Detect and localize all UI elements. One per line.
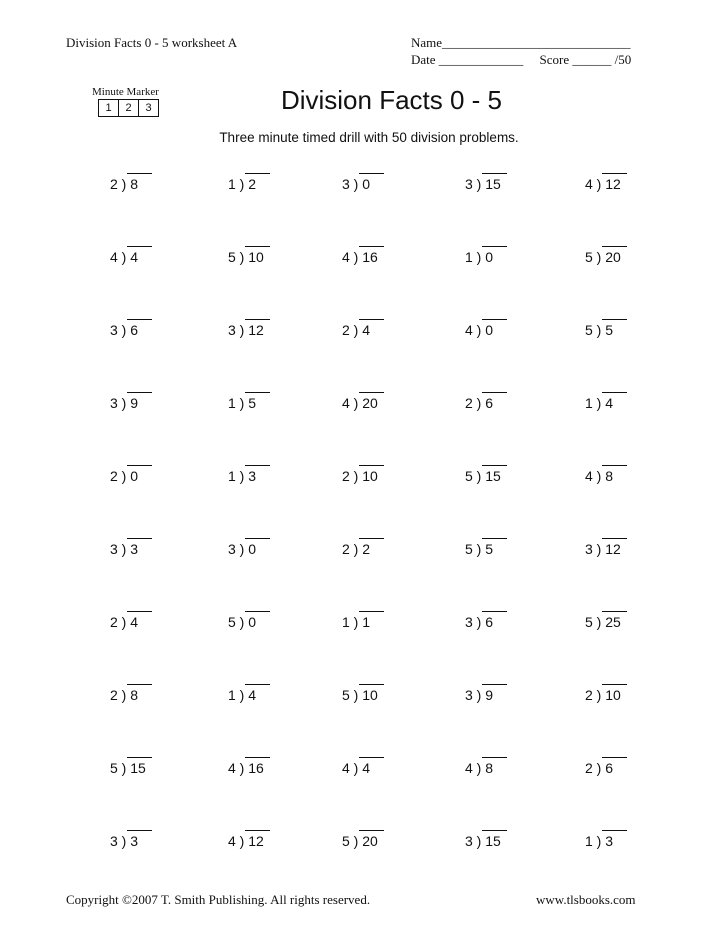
problem-text: 3 ) 12 xyxy=(228,322,264,338)
problem-text: 4 ) 8 xyxy=(585,468,614,484)
problem-text: 3 ) 0 xyxy=(342,176,371,192)
division-bar xyxy=(127,319,152,320)
page-title: Division Facts 0 - 5 xyxy=(280,85,503,115)
problem-text: 4 ) 16 xyxy=(228,760,264,776)
division-bar xyxy=(245,757,270,758)
problem-text: 1 ) 3 xyxy=(585,833,614,849)
problem-text: 2 ) 8 xyxy=(110,687,139,703)
minute-box-1: 1 xyxy=(99,100,119,116)
division-bar xyxy=(245,319,270,320)
division-bar xyxy=(359,319,384,320)
division-problem xyxy=(465,395,493,411)
division-problem xyxy=(342,687,378,703)
division-problem xyxy=(342,322,370,338)
division-bar xyxy=(482,757,507,758)
division-problem xyxy=(465,687,493,703)
division-problem xyxy=(110,322,138,338)
copyright-text: Copyright ©2007 T. Smith Publishing. All rights reserved. xyxy=(66,892,371,907)
division-bar xyxy=(127,830,152,831)
problem-text: 3 ) 12 xyxy=(585,541,621,557)
division-bar xyxy=(602,830,627,831)
division-problem xyxy=(465,249,493,265)
division-problem xyxy=(228,468,256,484)
division-bar xyxy=(127,465,152,466)
problem-text: 2 ) 4 xyxy=(110,614,139,630)
problem-text: 1 ) 5 xyxy=(228,395,257,411)
problem-text: 5 ) 20 xyxy=(585,249,621,265)
problem-text: 2 ) 10 xyxy=(585,687,621,703)
division-problem xyxy=(228,833,264,849)
division-problem xyxy=(228,249,264,265)
division-problem xyxy=(585,468,613,484)
problem-text: 5 ) 15 xyxy=(465,468,501,484)
problem-text: 1 ) 4 xyxy=(228,687,257,703)
problem-text: 3 ) 9 xyxy=(465,687,494,703)
problem-text: 5 ) 10 xyxy=(228,249,264,265)
problem-text: 4 ) 12 xyxy=(228,833,264,849)
problem-text: 2 ) 4 xyxy=(342,322,371,338)
division-problem xyxy=(228,176,256,192)
division-bar xyxy=(482,246,507,247)
division-bar xyxy=(127,611,152,612)
division-bar xyxy=(245,684,270,685)
division-bar xyxy=(359,757,384,758)
problem-text: 3 ) 15 xyxy=(465,833,501,849)
problem-text: 5 ) 0 xyxy=(228,614,257,630)
problem-text: 3 ) 3 xyxy=(110,833,139,849)
problem-text: 2 ) 6 xyxy=(585,760,614,776)
problem-text: 1 ) 0 xyxy=(465,249,494,265)
problem-text: 2 ) 0 xyxy=(110,468,139,484)
problem-text: 5 ) 25 xyxy=(585,614,621,630)
division-problem xyxy=(585,833,613,849)
problem-text: 4 ) 0 xyxy=(465,322,494,338)
division-bar xyxy=(602,392,627,393)
website-text: www.tlsbooks.com xyxy=(536,892,636,907)
division-problem xyxy=(110,687,138,703)
problem-text: 1 ) 1 xyxy=(342,614,371,630)
division-problem xyxy=(228,395,256,411)
division-problem xyxy=(585,687,621,703)
division-problem xyxy=(465,833,501,849)
division-bar xyxy=(127,684,152,685)
division-problem xyxy=(228,322,264,338)
division-problem xyxy=(110,760,146,776)
name-field-line: Name_____________________________ xyxy=(411,35,631,50)
division-bar xyxy=(602,757,627,758)
division-problem xyxy=(342,468,378,484)
division-bar xyxy=(245,246,270,247)
problem-text: 1 ) 2 xyxy=(228,176,257,192)
division-problem xyxy=(228,760,264,776)
problem-text: 5 ) 15 xyxy=(110,760,146,776)
problem-text: 3 ) 15 xyxy=(465,176,501,192)
division-bar xyxy=(245,830,270,831)
division-problem xyxy=(585,614,621,630)
division-bar xyxy=(127,538,152,539)
division-bar xyxy=(602,611,627,612)
problem-text: 5 ) 20 xyxy=(342,833,378,849)
page-title-wrap xyxy=(0,85,728,116)
problem-text: 1 ) 4 xyxy=(585,395,614,411)
division-problem xyxy=(465,614,493,630)
division-problem xyxy=(342,395,378,411)
subtitle: Three minute timed drill with 50 division problems. xyxy=(219,130,519,145)
division-bar xyxy=(245,465,270,466)
division-bar xyxy=(482,611,507,612)
problem-text: 2 ) 8 xyxy=(110,176,139,192)
division-problem xyxy=(585,541,621,557)
problem-text: 4 ) 16 xyxy=(342,249,378,265)
division-problem xyxy=(342,249,378,265)
problem-grid xyxy=(60,160,680,860)
division-problem xyxy=(342,833,378,849)
minute-box-2: 2 xyxy=(119,100,139,116)
problem-text: 2 ) 2 xyxy=(342,541,371,557)
division-problem xyxy=(342,760,370,776)
division-problem xyxy=(585,395,613,411)
division-bar xyxy=(127,392,152,393)
division-bar xyxy=(359,611,384,612)
division-bar xyxy=(602,684,627,685)
division-problem xyxy=(228,687,256,703)
division-bar xyxy=(245,173,270,174)
division-bar xyxy=(602,319,627,320)
problem-text: 2 ) 6 xyxy=(465,395,494,411)
division-bar xyxy=(482,392,507,393)
division-bar xyxy=(359,684,384,685)
division-bar xyxy=(482,830,507,831)
division-bar xyxy=(359,392,384,393)
division-problem xyxy=(465,176,501,192)
problem-text: 2 ) 10 xyxy=(342,468,378,484)
division-bar xyxy=(359,538,384,539)
division-problem xyxy=(110,395,138,411)
problem-text: 3 ) 6 xyxy=(110,322,139,338)
problem-text: 5 ) 10 xyxy=(342,687,378,703)
division-bar xyxy=(359,830,384,831)
date-score-line: Date _____________ Score ______ /50 xyxy=(411,52,632,67)
problem-text: 3 ) 0 xyxy=(228,541,257,557)
division-bar xyxy=(359,465,384,466)
division-problem xyxy=(465,541,493,557)
problem-text: 3 ) 3 xyxy=(110,541,139,557)
division-problem xyxy=(342,176,370,192)
division-bar xyxy=(245,538,270,539)
division-bar xyxy=(482,465,507,466)
division-problem xyxy=(228,541,256,557)
division-problem xyxy=(585,760,613,776)
problem-text: 5 ) 5 xyxy=(585,322,614,338)
division-problem xyxy=(110,468,138,484)
division-bar xyxy=(127,173,152,174)
division-bar xyxy=(602,465,627,466)
division-problem xyxy=(585,322,613,338)
problem-text: 4 ) 20 xyxy=(342,395,378,411)
division-problem xyxy=(110,541,138,557)
division-bar xyxy=(359,173,384,174)
division-problem xyxy=(228,614,256,630)
division-problem xyxy=(465,760,493,776)
division-problem xyxy=(342,614,370,630)
division-problem xyxy=(585,249,621,265)
problem-text: 5 ) 5 xyxy=(465,541,494,557)
division-bar xyxy=(127,246,152,247)
division-problem xyxy=(110,249,138,265)
division-problem xyxy=(110,176,138,192)
division-bar xyxy=(359,246,384,247)
problem-text: 3 ) 9 xyxy=(110,395,139,411)
division-problem xyxy=(465,322,493,338)
worksheet-title: Division Facts 0 - 5 worksheet A xyxy=(66,35,238,50)
division-problem xyxy=(465,468,501,484)
problem-text: 1 ) 3 xyxy=(228,468,257,484)
problem-text: 4 ) 8 xyxy=(465,760,494,776)
division-bar xyxy=(602,538,627,539)
division-bar xyxy=(127,757,152,758)
problem-text: 4 ) 12 xyxy=(585,176,621,192)
division-bar xyxy=(482,319,507,320)
minute-marker-label: Minute Marker xyxy=(92,86,159,98)
division-bar xyxy=(482,684,507,685)
problem-text: 4 ) 4 xyxy=(342,760,371,776)
division-problem xyxy=(110,833,138,849)
division-bar xyxy=(245,392,270,393)
problem-text: 4 ) 4 xyxy=(110,249,139,265)
division-bar xyxy=(482,173,507,174)
division-problem xyxy=(585,176,621,192)
problem-text: 3 ) 6 xyxy=(465,614,494,630)
minute-box-3: 3 xyxy=(145,102,152,114)
division-bar xyxy=(245,611,270,612)
division-problem xyxy=(342,541,370,557)
division-bar xyxy=(602,246,627,247)
division-bar xyxy=(602,173,627,174)
division-problem xyxy=(110,614,138,630)
division-bar xyxy=(482,538,507,539)
